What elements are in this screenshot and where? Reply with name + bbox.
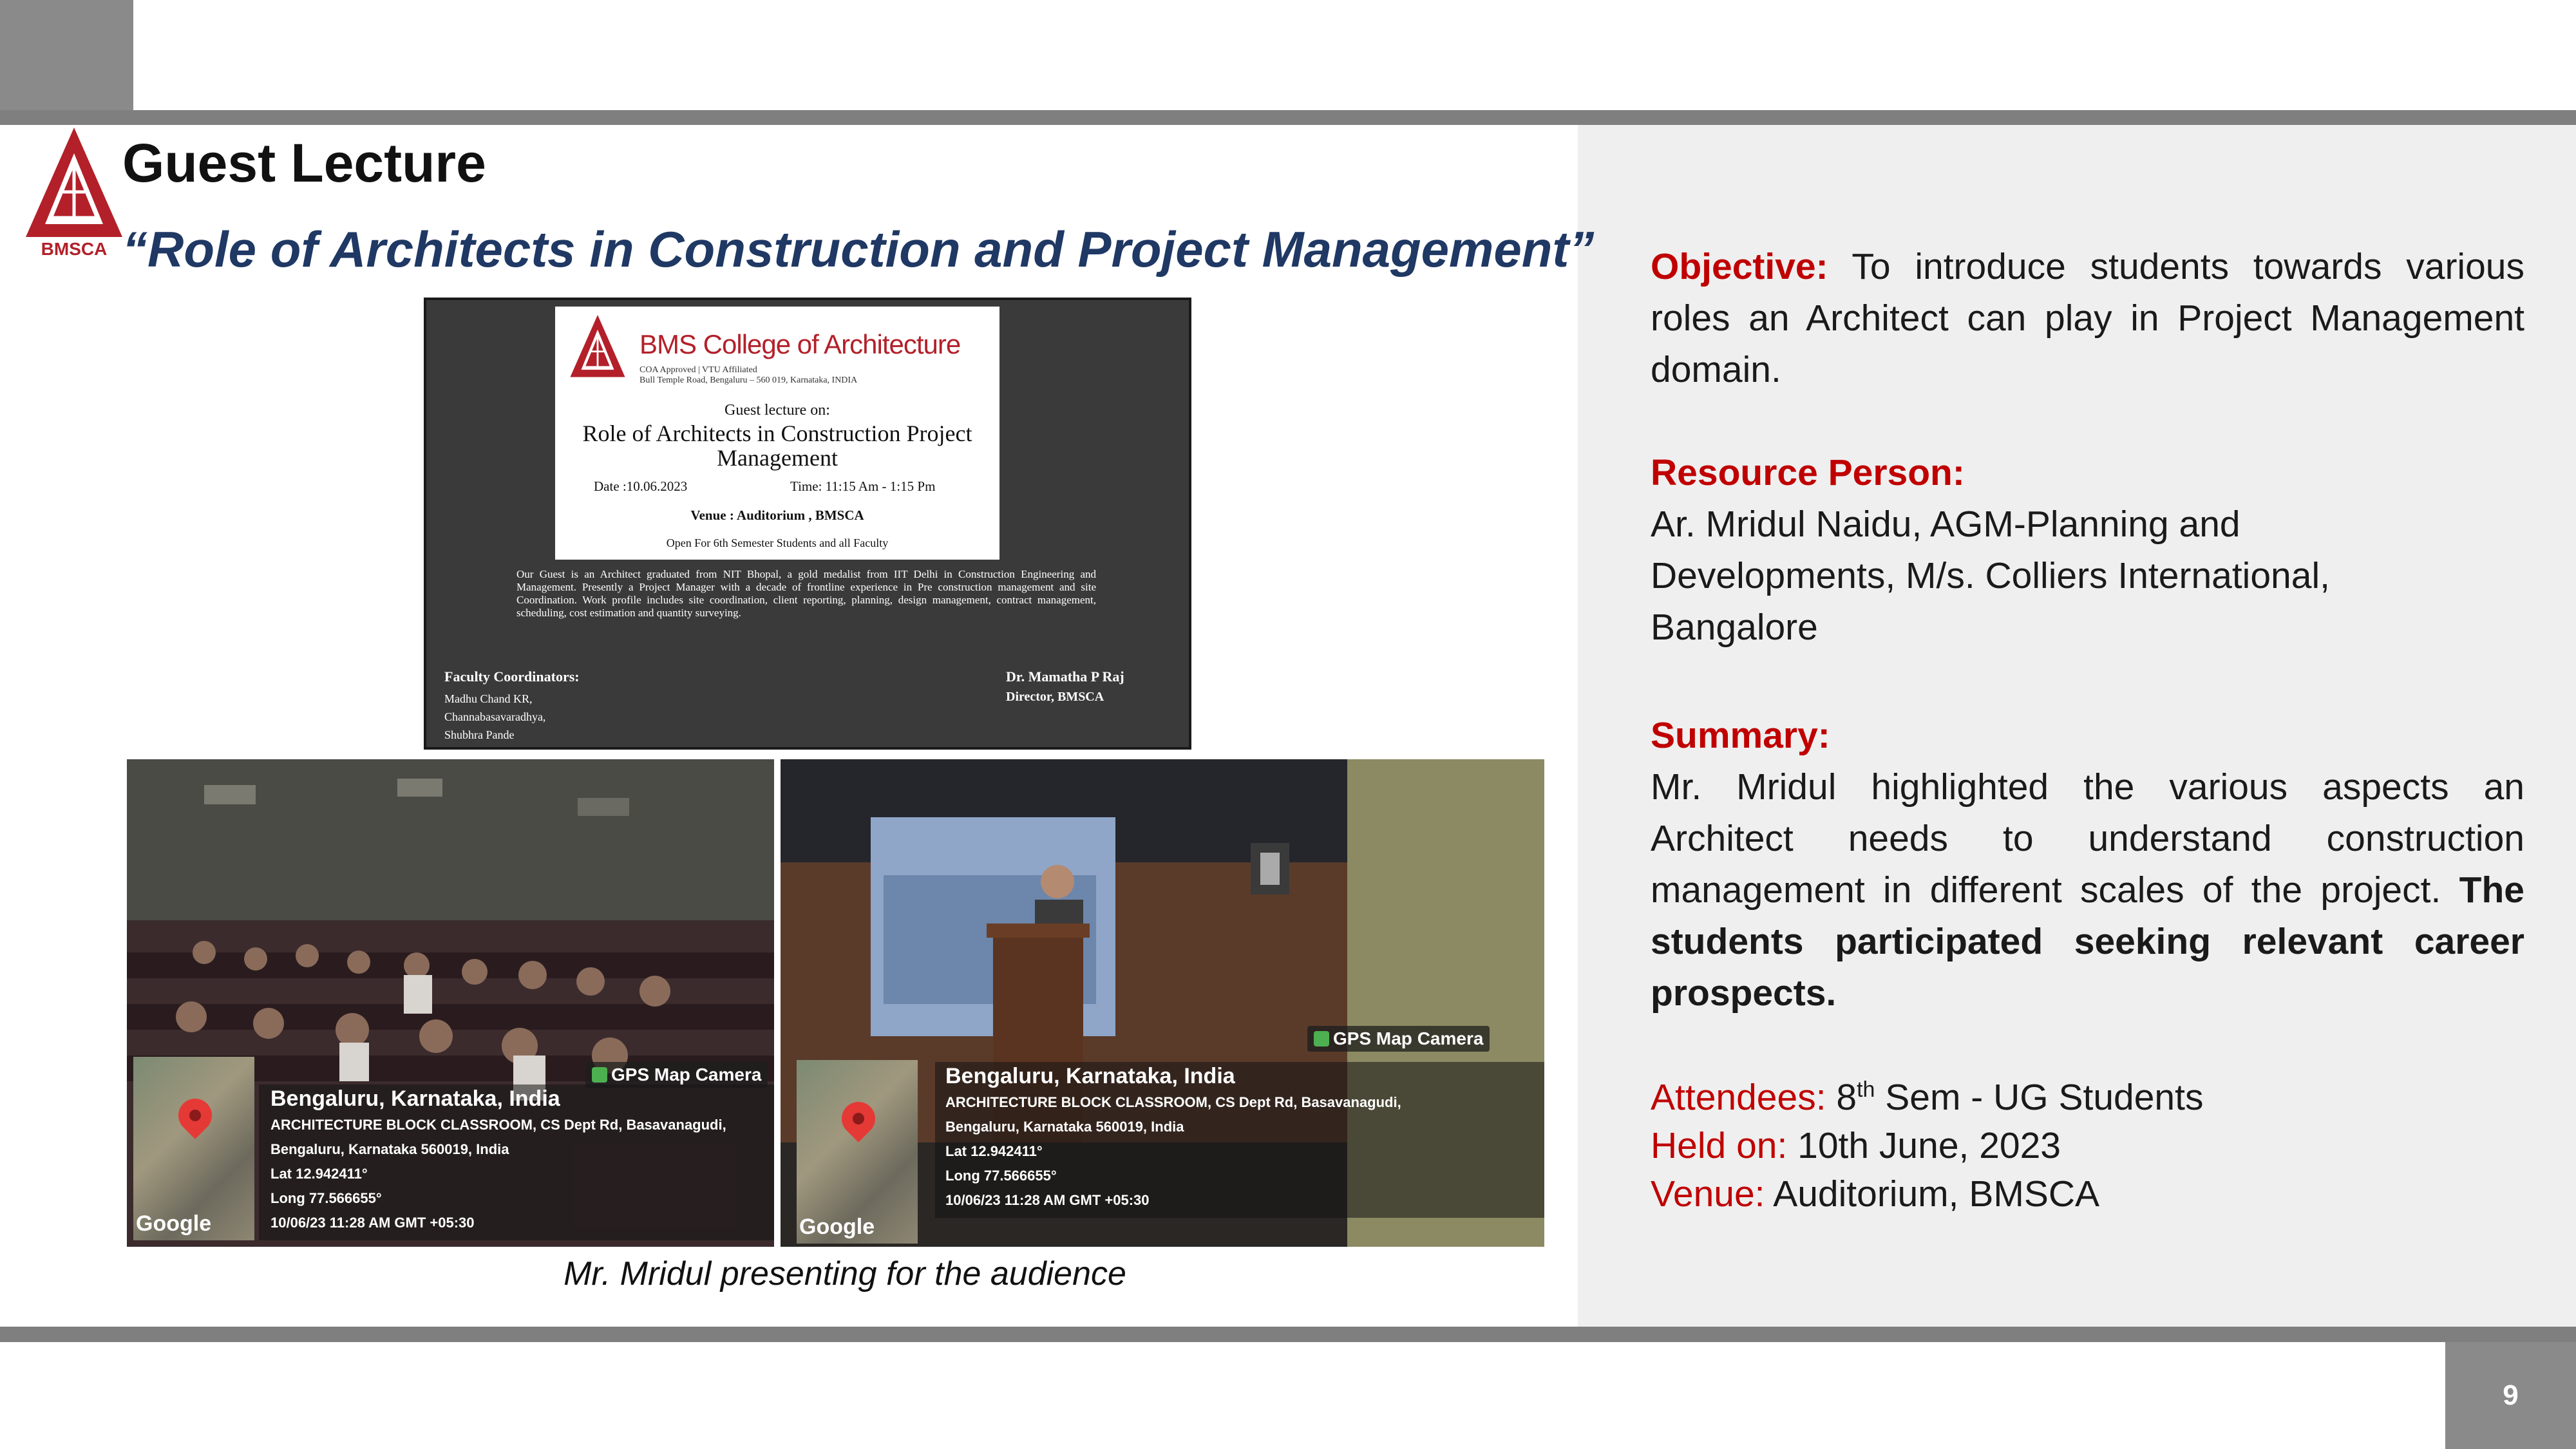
poster-header xyxy=(559,310,985,397)
objective-text: To introduce students towards various roles an Architect can play in Project Management domain. xyxy=(1651,246,2524,390)
resource-line: Ar. Mridul Naidu, AGM-Planning and xyxy=(1651,504,2240,545)
poster-affiliation: COA Approved | VTU Affiliated Bull Temple Road, Bengaluru – 560 019, Karnataka, INDIA xyxy=(639,365,858,385)
google-label: Google xyxy=(799,1215,875,1239)
poster-director-title: Director, BMSCA xyxy=(1006,690,1104,704)
google-label: Google xyxy=(136,1211,212,1236)
gps-badge: GPS Map Camera xyxy=(1307,1026,1490,1052)
poster-faculty-names: Madhu Chand KR, Channabasavaradhya, Shubhra Pande xyxy=(444,692,546,741)
poster-logo-icon xyxy=(562,315,633,393)
audience-photo xyxy=(127,759,774,1247)
venue-row: Venue: Auditorium, BMSCA xyxy=(1651,1173,2100,1215)
poster-director-name: Dr. Mamatha P Raj xyxy=(1006,668,1124,685)
poster-card xyxy=(555,307,999,560)
header-bar xyxy=(0,110,2576,125)
gps-camera-icon xyxy=(592,1067,607,1083)
logo-text: BMSCA xyxy=(41,239,108,259)
gps-minimap xyxy=(797,1060,918,1244)
objective-section xyxy=(1651,241,2524,395)
resource-line: Developments, M/s. Colliers International, xyxy=(1651,555,2330,596)
summary-label: Summary: xyxy=(1651,715,1830,756)
resource-person-section xyxy=(1651,447,2524,653)
poster-lecture-title: Role of Architects in Construction Project Management xyxy=(582,421,972,471)
poster-faculty-label: Faculty Coordinators: xyxy=(444,668,580,685)
map-pin-icon xyxy=(171,1092,219,1139)
attendees-row: Attendees: 8th Sem - UG Students xyxy=(1651,1077,2204,1118)
held-on-row: Held on: 10th June, 2023 xyxy=(1651,1125,2061,1166)
header-gray-block xyxy=(0,0,133,125)
gps-camera-icon xyxy=(1314,1031,1329,1046)
resource-label: Resource Person: xyxy=(1651,452,1965,493)
event-poster xyxy=(424,298,1191,750)
gps-minimap xyxy=(133,1057,254,1240)
poster-bio: Our Guest is an Architect graduated from NIT Bhopal, a gold medalist from IIT Delhi in Construction Engineering and Management. Presently a Project Manager with a decade of frontline experience in Pre construction management and site Coordination. Work profile includes site coordination, client reporting, planning, design management, contract management, scheduling, cost estimation and quantity surveying. xyxy=(516,568,1096,619)
photo-caption: Mr. Mridul presenting for the audience xyxy=(564,1255,1126,1293)
page-number: 9 xyxy=(2445,1342,2576,1449)
gps-info: Bengaluru, Karnataka, India ARCHITECTURE BLOCK CLASSROOM, CS Dept Rd, Basavanagudi, Bengaluru, Karnataka 560019, India Lat 12.942411° Long 77.566655° 10/06/23 11:28 AM GMT +05:30 xyxy=(935,1062,1544,1218)
lecture-subtitle: “Role of Architects in Construction and Project Management” xyxy=(122,221,1595,278)
bmsca-logo xyxy=(26,128,122,266)
poster-time: Time: 11:15 Am - 1:15 Pm xyxy=(790,478,936,494)
gps-badge: GPS Map Camera xyxy=(585,1062,768,1088)
poster-venue: Venue : Auditorium , BMSCA xyxy=(690,507,864,523)
resource-line: Bangalore xyxy=(1651,607,1818,648)
poster-open-for: Open For 6th Semester Students and all Faculty xyxy=(666,536,889,549)
poster-date: Date :10.06.2023 xyxy=(594,478,688,494)
slide-title: Guest Lecture xyxy=(122,133,486,193)
map-pin-icon xyxy=(835,1095,882,1142)
objective-label: Objective: xyxy=(1651,246,1828,287)
poster-college-name: BMS College of Architecture xyxy=(639,329,961,359)
footer-bar xyxy=(0,1327,2576,1342)
speaker-photo xyxy=(781,759,1544,1247)
poster-guest-label: Guest lecture on: xyxy=(724,402,830,419)
summary-bold-text: The students participated seeking relevant career prospects. xyxy=(1651,869,2524,1014)
summary-text: Mr. Mridul highlighted the various aspects an Architect needs to understand construction management in different scales of the project. xyxy=(1651,766,2524,911)
summary-section xyxy=(1651,710,2524,1019)
gps-info: Bengaluru, Karnataka, India ARCHITECTURE BLOCK CLASSROOM, CS Dept Rd, Basavanagudi, Bengaluru, Karnataka 560019, India Lat 12.942411° Long 77.566655° 10/06/23 11:28 AM GMT +05:30 xyxy=(259,1084,774,1240)
event-meta xyxy=(1651,1066,2524,1218)
